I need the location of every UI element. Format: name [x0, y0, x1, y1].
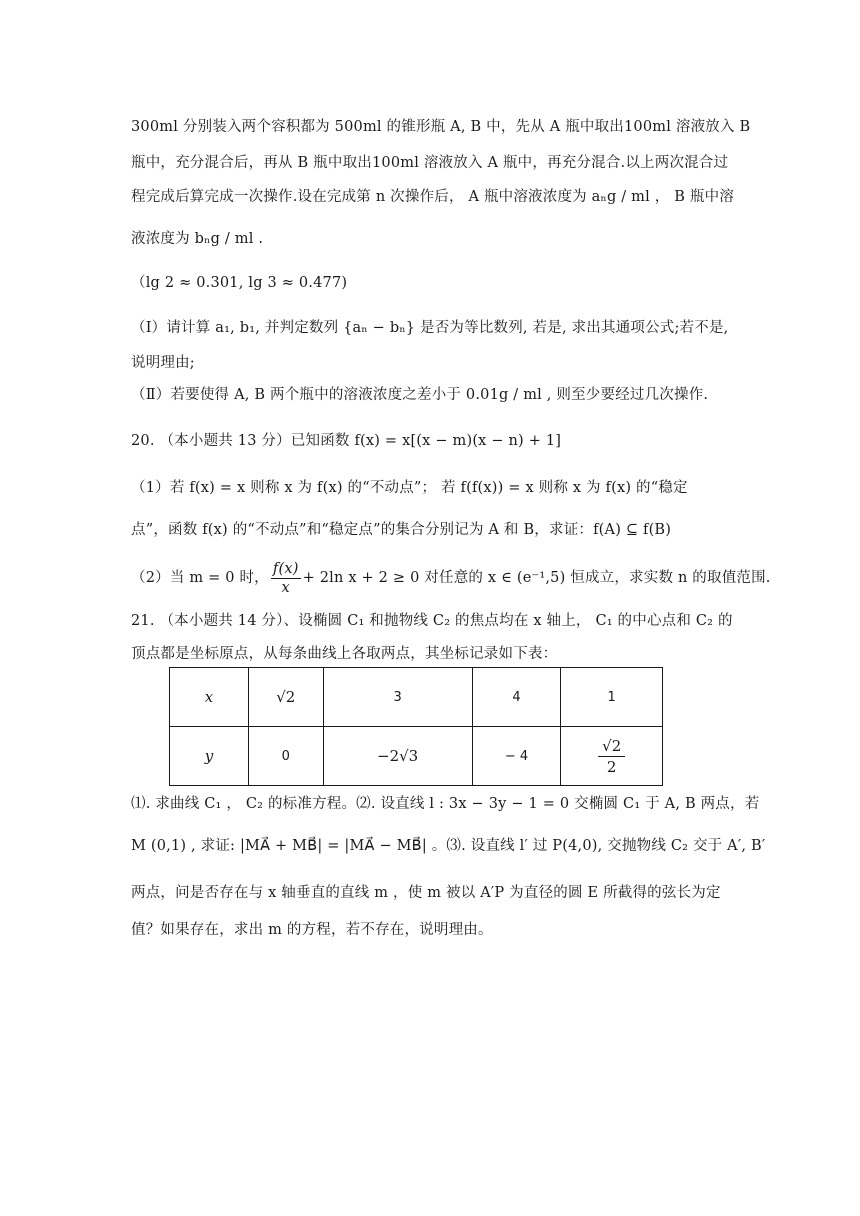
- text-line: 液浓度为 bₙg / ml .: [131, 231, 264, 247]
- table-cell: √2: [249, 668, 324, 727]
- table-cell: 3: [323, 668, 472, 727]
- fraction-numerator: f(x): [272, 560, 299, 577]
- text-line: 点”，函数 f(x) 的“不动点”和“稳定点”的集合分别记为 A 和 B，求证：f(A) ⊆ f(B): [131, 522, 672, 538]
- text-line: 两点，问是否存在与 x 轴垂直的直线 m ，使 m 被以 A′P 为直径的圆 E 所截得的弦长为定: [131, 885, 721, 901]
- text-line: 程完成后算完成一次操作.设在完成第 n 次操作后， A 瓶中溶液浓度为 aₙg / ml ， B 瓶中溶: [131, 189, 735, 205]
- text-line: 瓶中，充分混合后，再从 B 瓶中取出100ml 溶液放入 A 瓶中，再充分混合.以上两次混合过: [131, 155, 729, 171]
- table-cell: 1: [561, 668, 663, 727]
- table-cell: x: [170, 668, 249, 727]
- text-line: M (0,1) , 求证: |MA⃗ + MB⃗| = |MA⃗ − MB⃗| 。⑶. 设直线 l′ 过 P(4,0), 交抛物线 C₂ 交于 A′, B′: [131, 838, 766, 854]
- table-cell: y: [170, 727, 249, 786]
- fraction-denominator: x: [281, 579, 290, 596]
- text-line: 300ml 分别装入两个容积都为 500ml 的锥形瓶 A, B 中，先从 A 瓶中取出100ml 溶液放入 B: [131, 119, 751, 135]
- fraction-numerator: √2: [598, 736, 625, 757]
- fraction-prefix: （2）当 m = 0 时，: [131, 570, 269, 586]
- text-line: （Ⅱ）若要使得 A, B 两个瓶中的溶液浓度之差小于 0.01g / ml , 则至少要经过几次操作.: [131, 387, 709, 403]
- fraction: [271, 560, 301, 597]
- table-cell: 0: [249, 727, 324, 786]
- fraction-suffix: + 2ln x + 2 ≥ 0 对任意的 x ∈ (e⁻¹,5) 恒成立，求实数 n 的取值范围.: [302, 570, 771, 586]
- fraction-denominator: 2: [606, 757, 617, 776]
- table-row-y: [170, 727, 663, 786]
- table-row-x: [170, 668, 663, 727]
- coordinate-table: [169, 667, 663, 786]
- text-line: （1）若 f(x) = x 则称 x 为 f(x) 的“不动点”； 若 f(f(x)) = x 则称 x 为 f(x) 的“稳定: [131, 480, 688, 496]
- problem-20-heading: 20. （本小题共 13 分）已知函数 f(x) = x[(x − m)(x − n) + 1]: [131, 433, 562, 449]
- table-cell: − 4: [472, 727, 561, 786]
- text-line: 顶点都是坐标原点，从每条曲线上各取两点，其坐标记录如下表：: [131, 646, 558, 662]
- text-line: ⑴. 求曲线 C₁ ， C₂ 的标准方程。⑵. 设直线 l : 3x − 3y − 1 = 0 交椭圆 C₁ 于 A, B 两点，若: [131, 796, 760, 812]
- text-line: （Ⅰ）请计算 a₁, b₁, 并判定数列 {aₙ − bₙ} 是否为等比数列, 若是, 求出其通项公式;若不是,: [131, 320, 729, 336]
- text-line: 说明理由;: [131, 355, 195, 371]
- text-line: （lg 2 ≈ 0.301, lg 3 ≈ 0.477): [131, 275, 348, 291]
- fraction: [598, 736, 625, 777]
- table-cell: −2√3: [323, 727, 472, 786]
- text-line: 值？如果存在，求出 m 的方程，若不存在，说明理由。: [131, 922, 493, 938]
- table-cell: 4: [472, 668, 561, 727]
- table-cell-fraction: [561, 727, 663, 786]
- problem-21-heading: 21. （本小题共 14 分）、设椭圆 C₁ 和抛物线 C₂ 的焦点均在 x 轴上， C₁ 的中心点和 C₂ 的: [131, 613, 733, 629]
- text-line-with-fraction: [131, 559, 771, 597]
